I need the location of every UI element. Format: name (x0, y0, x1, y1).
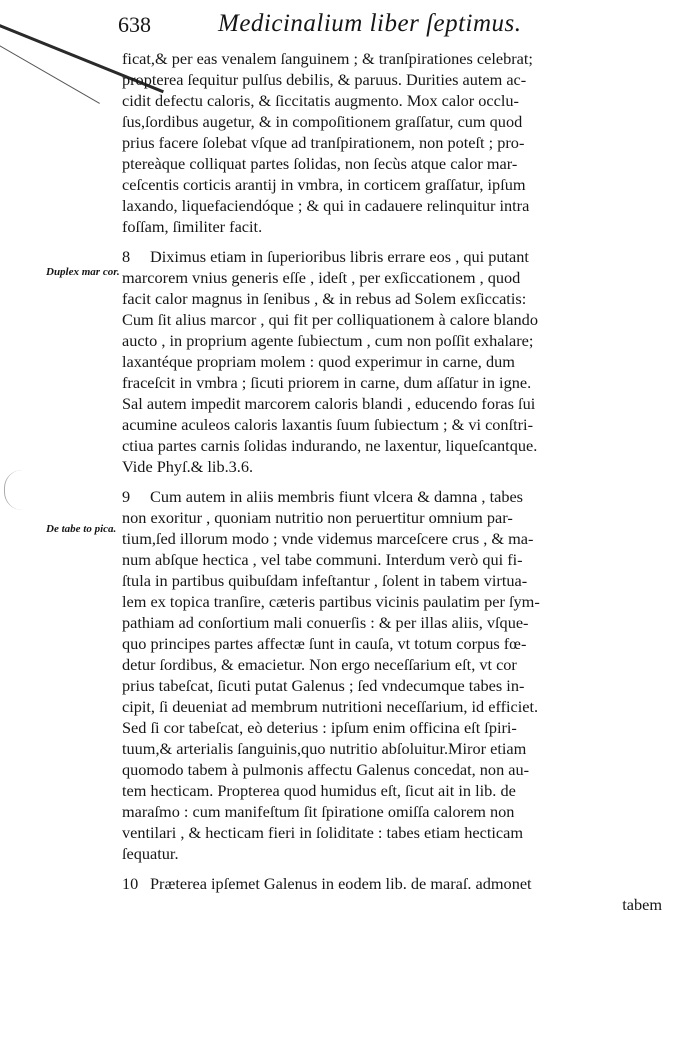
text-line: ceſcentis corticis arantij in vmbra, in corticem graſſatur, ipſum (122, 175, 526, 194)
text-line: ſtula in partibus quibuſdam infeſtantur , ſolent in tabem virtua- (122, 571, 528, 590)
text-line-content: Præterea ipſemet Galenus in eodem lib. de maraſ. admonet (150, 874, 532, 893)
text-line: marcorem vnius generis eſſe , ideſt , per exſiccationem , quod (122, 268, 521, 287)
text-line: cipit, ſi deueniat ad membrum nutritioni neceſſarium, id efficiet. (122, 697, 539, 716)
text-line: quomodo tabem à pulmonis affectu Galenus concedat, non au- (122, 760, 530, 779)
catchword: tabem (622, 895, 662, 914)
text-line: cidit defectu caloris, & ſiccitatis augmento. Mox calor occlu- (122, 91, 519, 110)
text-line: foſſam, ſimiliter facit. (122, 217, 263, 236)
text-line: prius tabeſcat, ſicuti putat Galenus ; ſed vndecumque tabes in- (122, 676, 525, 695)
text-line: ſus,ſordibus augetur, & in compoſitionem graſſatur, cum quod (122, 112, 523, 131)
paragraph-continuation (122, 48, 662, 237)
paragraph-number: 8 (122, 247, 131, 266)
text-line: detur ſordibus, & emacietur. Non ergo neceſſarium eſt, vt cor (122, 655, 517, 674)
text-line: Sal autem impedit marcorem caloris blandi , educendo foras ſui (122, 394, 536, 413)
text-line: ptereàque colliquat partes ſolidas, non ſecùs atque calor mar- (122, 154, 518, 173)
text-line: quo principes partes affectæ ſunt in cauſa, vt totum corpus fœ- (122, 634, 527, 653)
margin-note-duplex-marcor: Duplex mar cor. (46, 266, 120, 278)
text-line (122, 486, 662, 507)
text-line: laxantéque propriam molem : quod experimur in carne, dum (122, 352, 515, 371)
text-line: ficat,& per eas venalem ſanguinem ; & tranſpirationes celebrat; (122, 49, 533, 68)
running-title: Medicinalium liber ſeptimus. (218, 10, 522, 37)
text-line: laxando, liquefaciendóque ; & qui in cadauere relinquitur intra (122, 196, 530, 215)
text-line-content: Diximus etiam in ſuperioribus libris errare eos , qui putant (150, 247, 529, 266)
margin-note-de-tabe-topica: De tabe to pica. (46, 523, 117, 535)
text-line: propterea ſequitur pulſus debilis, & paruus. Durities autem ac- (122, 70, 527, 89)
page-edge-mark (4, 470, 23, 510)
text-line (122, 873, 662, 894)
paragraph-8 (122, 246, 662, 477)
page-number: 638 (118, 12, 151, 37)
text-line: num abſque hectica , vel tabe communi. Interdum verò qui fi- (122, 550, 523, 569)
text-line: facit calor magnus in ſenibus , & in rebus ad Solem exſiccatis: (122, 289, 527, 308)
text-line: ſequatur. (122, 844, 179, 863)
text-line: Sed ſi cor tabeſcat, eò deterius : ipſum enim officina eſt ſpiri- (122, 718, 517, 737)
page-header (118, 10, 678, 44)
text-line: Cum ſit alius marcor , qui fit per colliquationem à calore blando (122, 310, 538, 329)
text-line: non exoritur , quoniam nutritio non peruertitur omnium par- (122, 508, 513, 527)
text-line: lem ex topica tranſire, cæteris partibus vicinis paulatim per ſym- (122, 592, 540, 611)
text-line: tuum,& arterialis ſanguinis,quo nutritio abſoluitur.Miror etiam (122, 739, 527, 758)
text-line: fraceſcit in vmbra ; ſicuti priorem in carne, dum aſſatur in igne. (122, 373, 532, 392)
text-line: prius facere ſolebat vſque ad tranſpirationem, non poteſt ; pro- (122, 133, 525, 152)
text-line: tium,ſed illorum modo ; vnde videmus marceſcere crus , & ma- (122, 529, 534, 548)
paragraph-10 (122, 873, 662, 894)
text-line: acumine aculeos caloris laxantis ſuum ſubiectum ; & vi conſtri- (122, 415, 533, 434)
text-line: pathiam ad conſortium mali conuerſis : & per illas aliis, vſque- (122, 613, 529, 632)
paragraph-9 (122, 486, 662, 864)
text-line-content: Cum autem in aliis membris fiunt vlcera & damna , tabes (150, 487, 524, 506)
text-line (122, 246, 662, 267)
body-text (122, 48, 662, 915)
text-line: aucto , in proprium agente ſubiectum , cum non poſſit exhalare; (122, 331, 534, 350)
paragraph-number: 9 (122, 487, 131, 506)
text-line: tem hecticam. Propterea quod humidus eſt, ſicut ait in lib. de (122, 781, 516, 800)
text-line: ctiua partes carnis ſolidas indurando, ne laxentur, liqueſcantque. (122, 436, 538, 455)
paragraph-number: 10 (122, 874, 139, 893)
text-line: maraſmo : cum manifeſtum ſit ſpiratione omiſſa calorem non (122, 802, 515, 821)
text-line: ventilari , & hecticam fieri in ſoliditate : tabes etiam hecticam (122, 823, 523, 842)
text-line: Vide Phyſ.& lib.3.6. (122, 457, 254, 476)
